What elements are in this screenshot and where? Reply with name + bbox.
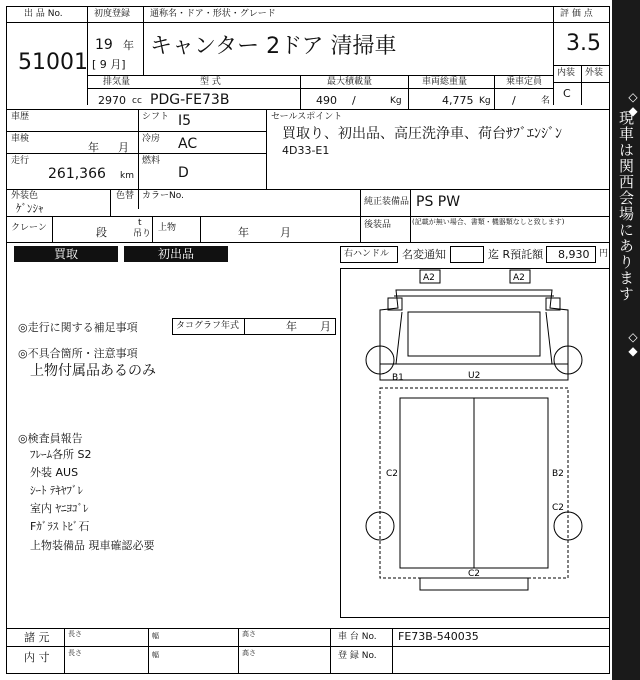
grid-line (244, 318, 245, 335)
c2-left-mark: C2 (386, 469, 399, 479)
grid-line (266, 109, 267, 189)
defects-label: ◎不具合箇所・注意事項 (18, 347, 138, 360)
u2-mark: U2 (468, 371, 481, 381)
aftermarket-note: (記載が無い場合、書類・機器類なしと致します) (412, 218, 565, 226)
grid-line (6, 242, 610, 243)
defects-line: 上物付属品あるのみ (30, 363, 156, 379)
grid-line (6, 22, 610, 23)
grid-line (143, 6, 144, 75)
fuel-label: 燃料 (142, 156, 161, 166)
grid-line (6, 189, 610, 190)
grid-line (152, 216, 153, 242)
sales-line2: 4D33-E1 (282, 144, 330, 157)
equipment-label: 純正装備品 (364, 197, 410, 207)
grid-line (52, 216, 53, 242)
r-deposit-amount: 8,930 (558, 248, 590, 261)
crane-label: クレーン (11, 223, 47, 233)
b1-mark: B1 (392, 373, 404, 383)
grid-line (6, 216, 360, 217)
chassis-value: FE73B-540035 (398, 630, 479, 643)
chassis-label: 車 台 No. (338, 632, 377, 642)
body-month: 月 (280, 226, 291, 239)
grid-line (64, 628, 65, 674)
report-line-1: 外装 AUS (30, 466, 79, 479)
report-line-4: Fｶﾞﾗｽ ﾄﾋﾞ石 (30, 520, 90, 533)
sales-label: セールスポイント (271, 112, 343, 122)
name-change-box (450, 246, 484, 263)
report-label: ◎検査員報告 (18, 432, 83, 445)
interior-label: 内装 (557, 68, 576, 78)
first-listing-badge: 初出品 (124, 246, 228, 262)
grid-line (87, 88, 553, 89)
first-reg-label: 初度登録 (94, 9, 131, 19)
diamond-bottom: ◇◆ (626, 330, 640, 358)
capacity-sep: / (512, 94, 516, 107)
equipment-value: PS PW (416, 194, 461, 210)
model-name: キャンター 2ドア 清掃車 (150, 34, 397, 59)
grid-line (6, 628, 610, 629)
diamond-top: ◇◆ (626, 90, 640, 118)
score-value: 3.5 (566, 31, 601, 56)
color-label: 外装色 (11, 191, 39, 201)
body-label: 上物 (158, 223, 177, 233)
grid-line (6, 153, 266, 154)
mileage-value: 261,366 (48, 166, 106, 182)
grid-line (148, 628, 149, 674)
max-load-value: 490 (316, 94, 337, 107)
first-reg-year-unit: 年 (123, 39, 134, 52)
tacho-month: 月 (320, 320, 331, 333)
lot-number: 51001 (18, 50, 88, 75)
venue-notice: 現車は関西会場にあります (617, 110, 635, 302)
inner-row-label: 内 寸 (24, 651, 50, 664)
inspection-label: 車検 (11, 134, 30, 144)
grid-line (87, 75, 553, 76)
report-line-5: 上物装備品 現車確認必要 (30, 539, 155, 552)
shift-value: I5 (178, 113, 192, 129)
fuel-value: D (178, 165, 189, 181)
type-value: PDG-FE73B (150, 92, 230, 108)
gross-weight-unit: Kg (479, 96, 491, 106)
max-load-sep: / (352, 94, 356, 107)
rear-bumper (420, 578, 528, 590)
grid-line (553, 82, 610, 83)
grid-line (238, 628, 239, 674)
grid-line (553, 6, 554, 105)
grid-line (410, 189, 411, 242)
color-no-sub: カラーNo. (142, 191, 184, 201)
grid-line (110, 189, 111, 216)
ac-value: AC (178, 136, 198, 152)
truck-diagram (340, 268, 610, 618)
venue-sidebar (612, 0, 640, 680)
a2-left-mark: A2 (423, 273, 435, 283)
grid-line (360, 216, 610, 217)
crane-hang: 吊り (133, 229, 152, 239)
buyout-badge: 買取 (14, 246, 118, 262)
tacho-label: タコグラフ年式 (176, 321, 240, 331)
grid-line (330, 628, 331, 674)
a2-right-mark: A2 (513, 273, 525, 283)
displacement-unit: cc (132, 96, 142, 106)
report-line-3: 室内 ﾔﾆﾖｺﾞﾚ (30, 502, 89, 515)
exterior-label: 外装 (585, 68, 604, 78)
c2-right-mark: C2 (552, 503, 565, 513)
inner-height: 高さ (242, 649, 256, 657)
grid-line (581, 65, 582, 105)
spec-row-label: 諸 元 (24, 631, 50, 644)
cab-front (394, 296, 554, 364)
color-no-label: 色替 (116, 191, 135, 201)
model-label: 通称名・ドア・形状・グレード (150, 9, 276, 19)
crane-t: t (138, 218, 142, 228)
color-value: ｹﾞﾝｼｬ (16, 202, 44, 215)
capacity-unit: 名 (541, 96, 551, 106)
aftermarket-label: 後装品 (364, 220, 392, 230)
score-label: 評 価 点 (560, 9, 593, 19)
grid-line (200, 216, 201, 242)
max-load-unit: Kg (390, 96, 402, 106)
crane-step: 段 (96, 226, 107, 239)
capacity-label: 乗車定員 (506, 77, 543, 87)
sales-line1: 買取り、初出品、高圧洗浄車、荷台ｻﾌﾞｴﾝｼﾞﾝ (282, 126, 562, 142)
lot-label: 出 品 No. (24, 9, 63, 19)
first-reg-month: [ 9 月] (92, 58, 126, 71)
r-deposit-unit: 円 (599, 249, 609, 259)
run-note-label: ◎走行に関する補足事項 (18, 321, 138, 334)
mileage-unit: km (120, 171, 134, 181)
inner-length: 長さ (68, 649, 82, 657)
displacement-value: 2970 (98, 94, 126, 107)
grid-line (408, 75, 409, 109)
shift-label: シフト (142, 112, 170, 122)
first-reg-year: 19 (95, 37, 113, 53)
grid-line (6, 131, 266, 132)
type-label: 型 式 (200, 77, 221, 87)
grid-line (392, 628, 393, 674)
grid-line (300, 75, 301, 109)
c2-bottom-mark: C2 (468, 569, 481, 579)
spec-height: 高さ (242, 630, 256, 638)
inspection-year: 年 (88, 141, 99, 154)
tacho-year: 年 (286, 320, 297, 333)
grid-line (138, 109, 139, 209)
grid-line (494, 75, 495, 109)
windshield (408, 312, 540, 356)
b2-mark: B2 (552, 469, 564, 479)
grid-line (6, 109, 610, 110)
r-deposit-label: 迄 R預託額 (488, 248, 544, 261)
report-line-2: ｼｰﾄ ﾃｷﾔﾌﾞﾚ (30, 484, 83, 497)
body-year: 年 (238, 226, 249, 239)
ac-label: 冷房 (142, 134, 161, 144)
right-hand-label: 右ハンドル (344, 249, 390, 259)
grid-line (6, 646, 610, 647)
mileage-label: 走行 (11, 156, 30, 166)
displacement-label: 排気量 (103, 77, 131, 87)
interior-grade: C (563, 87, 571, 100)
max-load-label: 最大積載量 (327, 77, 373, 87)
spec-width: 幅 (152, 632, 159, 640)
gross-weight-value: 4,775 (442, 94, 474, 107)
report-line-0: ﾌﾚｰﾑ各所 S2 (30, 448, 92, 461)
name-change-label: 名変通知 (402, 248, 446, 261)
reg-label: 登 録 No. (338, 651, 377, 661)
spec-length: 長さ (68, 630, 82, 638)
gross-weight-label: 車両総重量 (422, 77, 468, 87)
inner-width: 幅 (152, 651, 159, 659)
history-label: 車歴 (11, 112, 30, 122)
inspection-month: 月 (118, 141, 129, 154)
